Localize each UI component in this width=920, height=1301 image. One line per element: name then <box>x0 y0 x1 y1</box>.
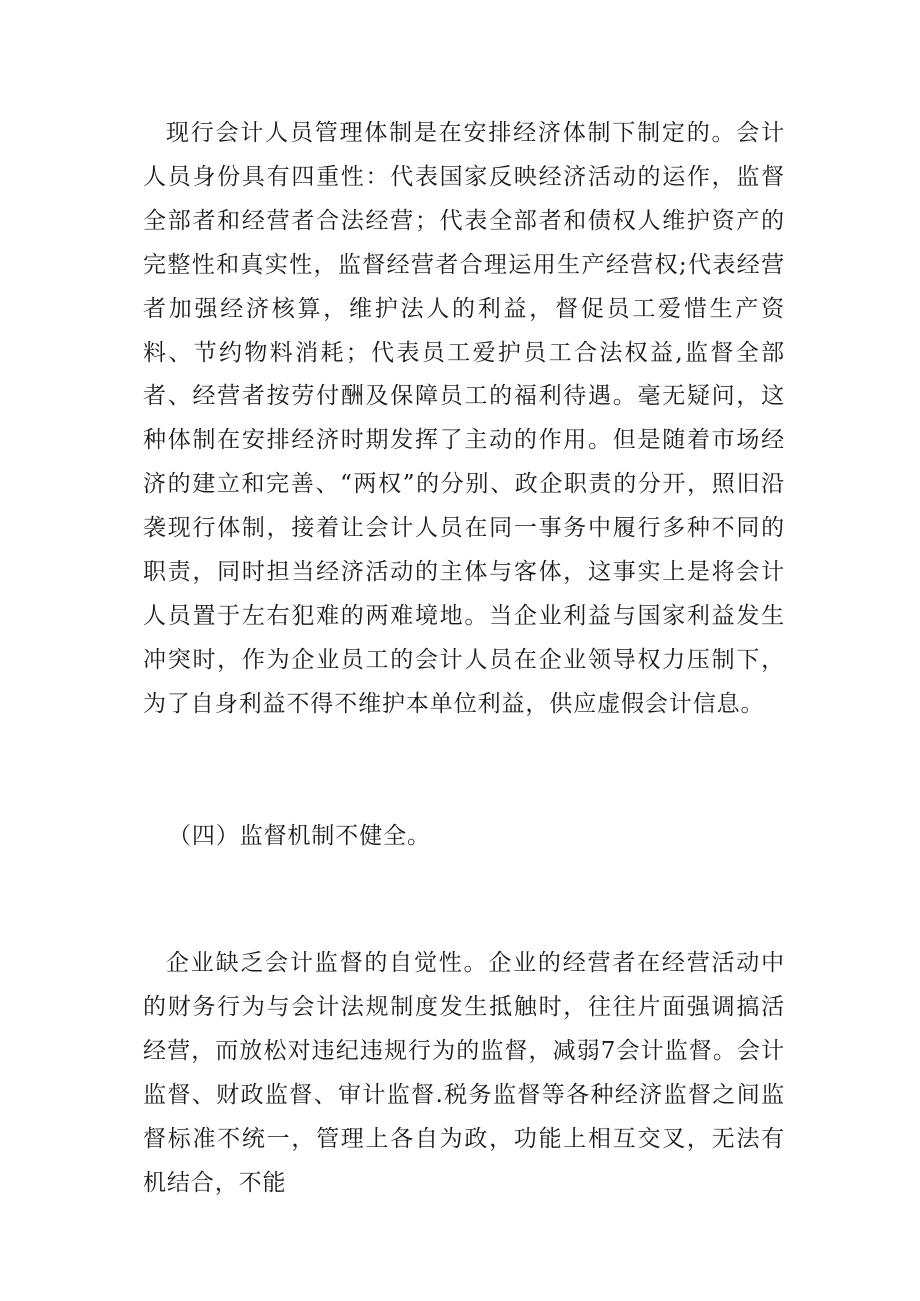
section-heading: （四）监督机制不健全。 <box>168 823 431 849</box>
body-paragraph-2: 企业缺乏会计监督的自觉性。企业的经营者在经营活动中的财务行为与会计法规制度发生抵触时，往往片面强调搞活经营，而放松对违纪违规行为的监督，减弱7会计监督。会计监督、财政监督、审计监督.税务监督等各种经济监督之间监督标准不统一，管理上各自为政，功能上相互交叉，无法有机结合，不能 <box>143 950 785 1196</box>
body-paragraph-1: 现行会计人员管理体制是在安排经济体制下制定的。会计人员身份具有四重性：代表国家反映经济活动的运作，监督全部者和经营者合法经营；代表全部者和债权人维护资产的完整性和真实性，监督经营者合理运用生产经营权;代表经营者加强经济核算，维护法人的利益，督促员工爱惜生产资料、节约物料消耗；代表员工爱护员工合法权益,监督全部者、经营者按劳付酬及保障员工的福利待遇。毫无疑问，这种体制在安排经济时期发挥了主动的作用。但是随着市场经济的建立和完善、“两权”的分别、政企职责的分开，照旧沿袭现行体制，接着让会计人员在同一事务中履行多种不同的职责，同时担当经济活动的主体与客体，这事实上是将会计人员置于左右犯难的两难境地。当企业利益与国家利益发生冲突时，作为企业员工的会计人员在企业领导权力压制下，为了自身利益不得不维护本单位利益，供应虚假会计信息。 <box>143 120 785 717</box>
